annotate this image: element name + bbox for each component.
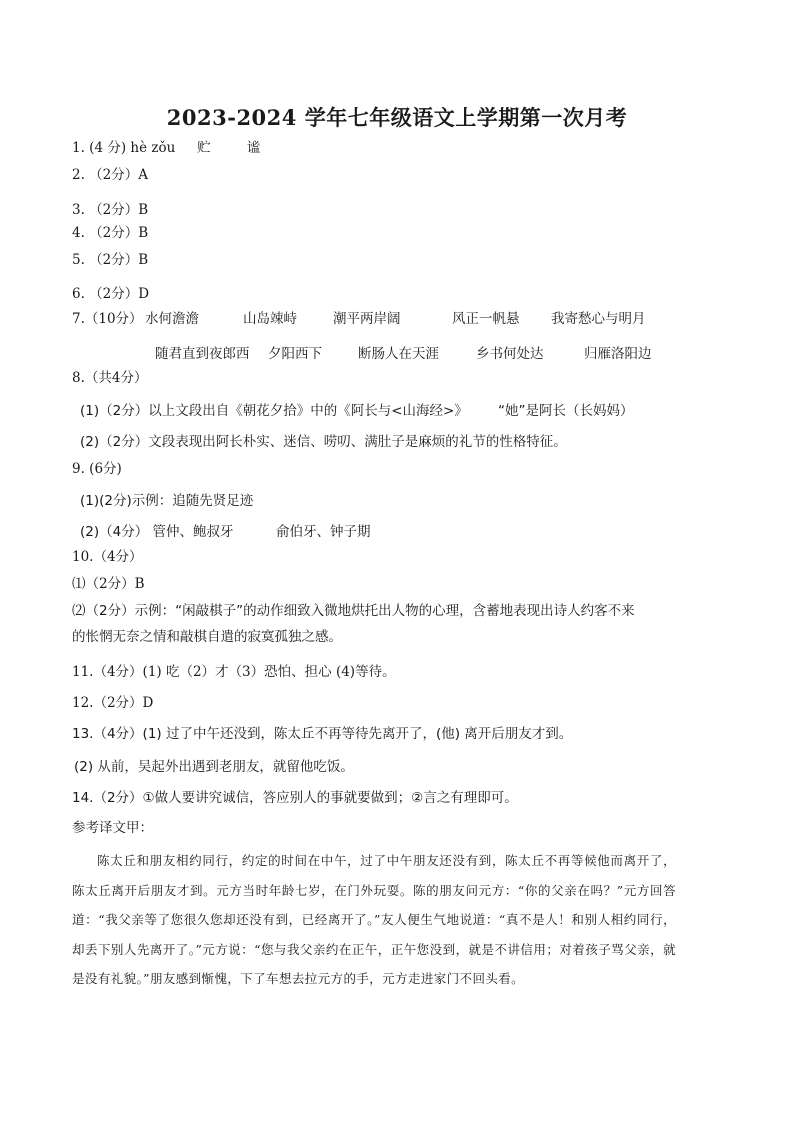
q7-row2-0: 随君直到夜郎西 — [155, 346, 250, 362]
q1-answer-a: 贮 — [197, 140, 211, 156]
q7-row2-2: 断肠人在天涯 — [358, 346, 439, 362]
q10-sub2a: ⑵（2分）示例：“闲敲棋子”的动作细致入微地烘托出人物的心理，含蓄地表现出诗人约客不来 — [72, 603, 635, 619]
q1-answer-b: 谧 — [246, 140, 261, 156]
answer-q12: 12.（2分）D — [72, 695, 154, 711]
q7-row1-4: 我寄愁心与明月 — [551, 311, 646, 327]
q10-sub1: ⑴（2分）B — [72, 576, 145, 592]
answer-q1 — [72, 139, 260, 157]
q9-sub2b: 俞伯牙、钟子期 — [276, 524, 371, 540]
q7-row2-4: 归雁洛阳边 — [584, 346, 652, 362]
answer-q8-label: 8.（共4分） — [72, 370, 148, 386]
q8-sub2: (2)（2分）文段表现出阿长朴实、迷信、唠叨、满肚子是麻烦的礼节的性格特征。 — [80, 434, 567, 450]
answer-q3: 3. （2分）B — [72, 202, 149, 218]
answer-q13a: 13.（4分）(1) 过了中午还没到，陈太丘不再等待先离开了，(他) 离开后朋友才到。 — [72, 726, 573, 742]
q7-row2-3: 乡书何处达 — [476, 346, 544, 362]
q7-row1-0: 水何澹澹 — [145, 311, 199, 327]
q7-row2-1: 夕阳西下 — [268, 346, 322, 362]
reference-translation-label: 参考译文甲： — [72, 820, 153, 836]
answer-q6: 6. （2分）D — [72, 286, 150, 302]
q8-sub1b: “她”是阿长（长妈妈） — [498, 403, 634, 419]
q10-sub2b: 的怅惘无奈之情和敲棋自遣的寂寞孤独之感。 — [72, 629, 342, 645]
reference-translation-text: 陈太丘和朋友相约同行，约定的时间在中午，过了中午朋友还没有到，陈太丘不再等候他而离开了，陈太丘离开后朋友才到。元方当时年龄七岁，在门外玩耍。陈的朋友问元方：“你的父亲在吗？”元方回答道：“我父亲等了您很久您却还没有到，已经离开了。”友人便生气地说道：“真不是人！和别人相约同行，却丢下别人先离开了。”元方说：“您与我父亲约在正午，正午您没到，就是不讲信用；对着孩子骂父亲，就是没有礼貌。”朋友感到惭愧，下了车想去拉元方的手，元方走进家门不回头看。 — [72, 853, 676, 987]
answer-q13b: (2) 从前，吴起外出遇到老朋友，就留他吃饭。 — [74, 759, 354, 775]
q7-row1-2: 潮平两岸阔 — [333, 311, 401, 327]
answer-q9-label: 9. (6分) — [72, 461, 122, 477]
answer-q10-label: 10.（4分） — [72, 549, 143, 565]
answer-q14: 14.（2分）①做人要讲究诚信，答应别人的事就要做到；②言之有理即可。 — [72, 790, 518, 806]
q1-label: 1. (4 分) hè zǒu — [72, 140, 176, 156]
answer-q4: 4. （2分）B — [72, 225, 149, 241]
q9-sub2a: (2)（4分） 管仲、鲍叔牙 — [80, 524, 234, 540]
q7-row1-1: 山岛竦峙 — [243, 311, 297, 327]
q7-row1-3: 风正一帆悬 — [452, 311, 520, 327]
page-title: 2023-2024 学年七年级语文上学期第一次月考 — [166, 105, 628, 130]
answer-q7-label: 7.（10分） — [72, 311, 143, 327]
answer-q5: 5. （2分）B — [72, 252, 149, 268]
q9-sub1: (1)(2分)示例：追随先贤足迹 — [80, 493, 254, 509]
answer-q11: 11.（4分）(1) 吃（2）才（3）恐怕、担心 (4)等待。 — [72, 664, 396, 680]
q8-sub1: (1)（2分）以上文段出自《朝花夕拾》中的《阿长与<山海经>》 — [80, 403, 468, 419]
answer-q2: 2. （2分）A — [72, 167, 149, 183]
